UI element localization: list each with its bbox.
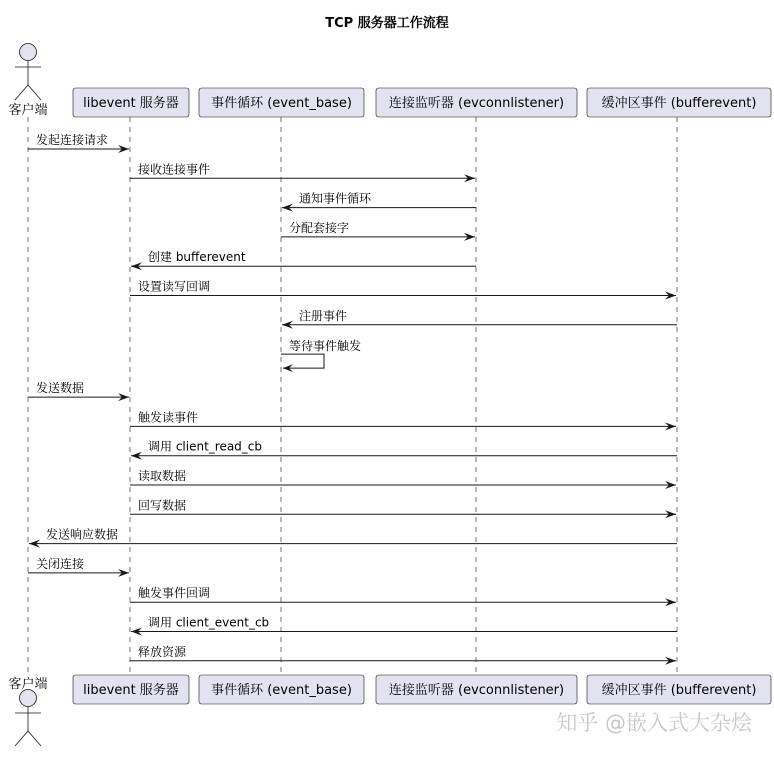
message-label: 发送数据 [36, 381, 85, 396]
message-label: 调用 client_event_cb [148, 615, 270, 630]
message-1 [28, 132, 129, 153]
participant-lib-bottom [73, 675, 189, 704]
message-9 [28, 380, 129, 401]
message-label: 设置读写回调 [138, 279, 211, 294]
message-label: 触发读事件 [138, 410, 199, 425]
participant-label: 事件循环 (event_base) [211, 683, 352, 698]
participant-label: 事件循环 (event_base) [211, 96, 352, 111]
message-label: 读取数据 [138, 469, 187, 483]
message-15 [28, 556, 129, 577]
actor-legs-icon [15, 731, 41, 746]
participant-base-top [199, 88, 364, 117]
message-4 [281, 220, 475, 241]
actor-head-icon [20, 690, 37, 707]
participant-label: 连接监听器 (evconnlistener) [388, 96, 565, 111]
message-10 [130, 409, 676, 430]
message-18 [130, 644, 676, 665]
message-7 [282, 308, 677, 329]
message-11 [131, 440, 677, 460]
participant-listener-top [376, 88, 577, 117]
message-5 [131, 249, 476, 270]
participant-label: 缓冲区事件 (bufferevent) [601, 96, 757, 111]
participant-buf-top [587, 88, 771, 117]
message-label: 通知事件循环 [299, 191, 372, 206]
message-label: 发起连接请求 [36, 133, 109, 147]
participant-listener-bottom [376, 675, 577, 704]
message-16 [130, 585, 676, 606]
message-label: 触发事件回调 [138, 586, 211, 601]
actor-legs-icon [15, 85, 41, 100]
actor-client-top [8, 44, 47, 119]
participant-label: 客户端 [8, 103, 48, 118]
message-label: 回写数据 [138, 498, 187, 513]
message-14 [29, 527, 677, 548]
participant-lib-top [73, 88, 189, 117]
message-label: 调用 client_read_cb [148, 439, 263, 454]
watermark: 知乎 @嵌入式大杂烩 [556, 711, 752, 735]
participant-label: libevent 服务器 [83, 96, 179, 111]
message-label: 释放资源 [138, 644, 187, 659]
self-message-line [281, 354, 324, 368]
participant-buf-bottom [587, 675, 771, 704]
message-6 [130, 279, 676, 300]
participant-label: libevent 服务器 [83, 683, 179, 698]
message-2 [130, 161, 475, 182]
message-label: 发送响应数据 [46, 527, 119, 542]
diagram-title: TCP 服务器工作流程 [325, 16, 449, 31]
participant-label: 客户端 [8, 677, 48, 692]
participant-label: 缓冲区事件 (bufferevent) [601, 683, 757, 698]
message-13 [130, 497, 676, 518]
message-label: 接收连接事件 [138, 162, 211, 177]
message-17 [131, 616, 677, 636]
actor-head-icon [20, 44, 37, 61]
participant-base-bottom [199, 675, 364, 704]
message-12 [130, 468, 676, 489]
actor-client-bottom [8, 676, 47, 746]
message-label: 等待事件触发 [289, 339, 362, 354]
message-label: 关闭连接 [36, 556, 85, 571]
message-label: 创建 bufferevent [148, 250, 246, 265]
message-8 [281, 338, 361, 372]
participant-label: 连接监听器 (evconnlistener) [388, 683, 565, 698]
message-label: 分配套接字 [289, 220, 350, 235]
message-label: 注册事件 [299, 308, 348, 323]
message-3 [282, 191, 476, 212]
